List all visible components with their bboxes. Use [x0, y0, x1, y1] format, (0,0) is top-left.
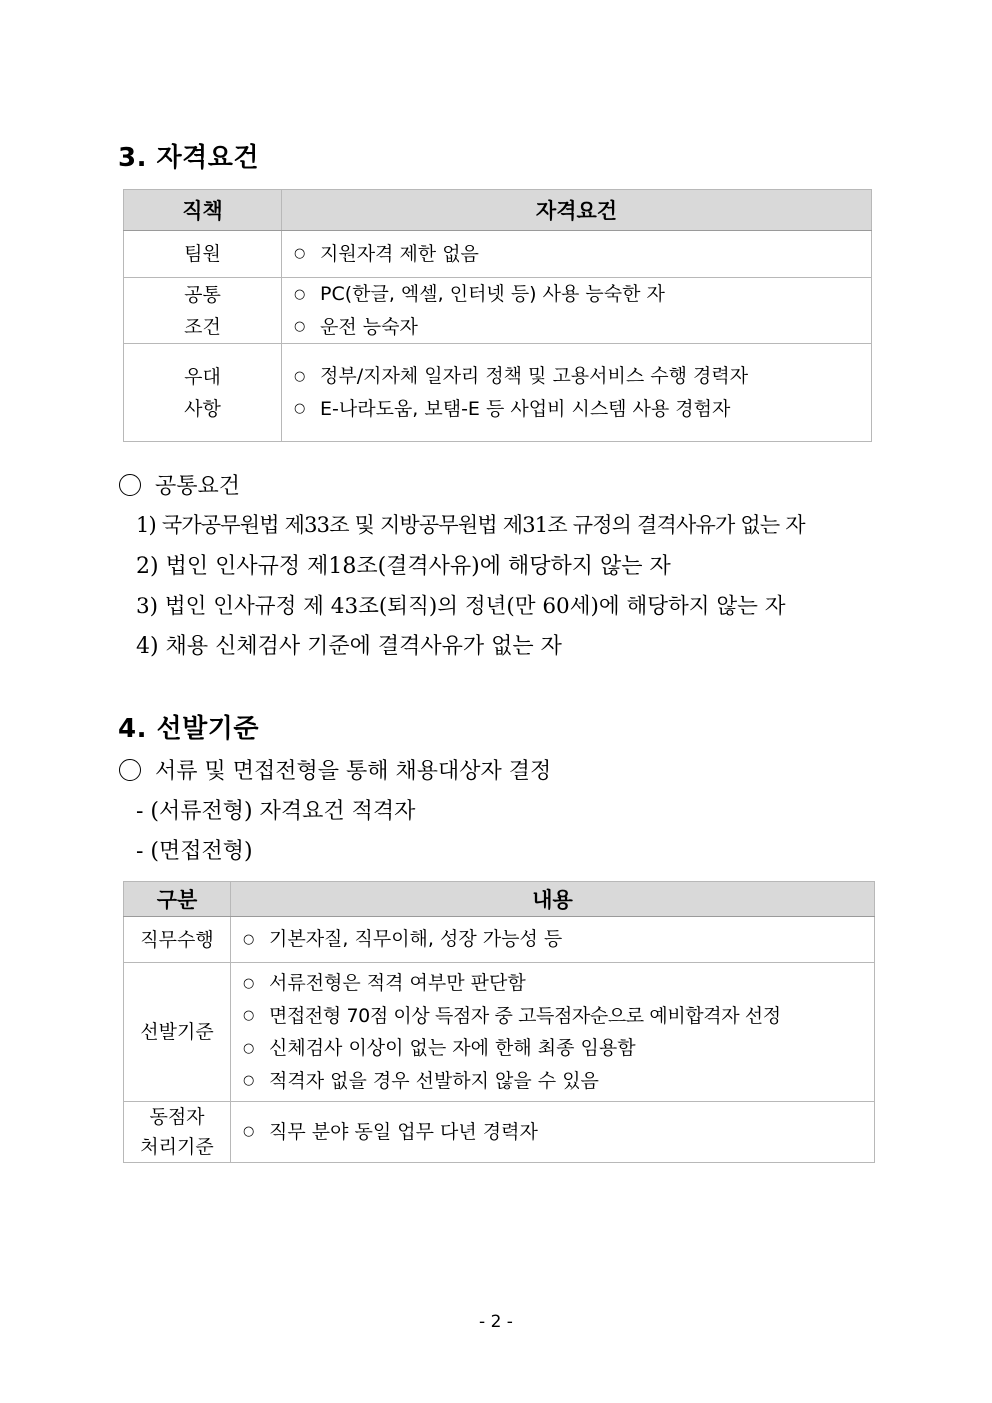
table-row [124, 231, 872, 278]
intro-text: 서류 및 면접전형을 통해 채용대상자 결정 [155, 759, 552, 784]
bullet-icon: ○ [294, 368, 306, 384]
table-row [124, 917, 875, 963]
requirement-cell [282, 344, 872, 442]
table-row [124, 278, 872, 344]
table-header-row [124, 882, 875, 917]
bullet-icon: ○ [294, 246, 306, 262]
requirement-cell [282, 278, 872, 344]
category-label: 동점자 [149, 1106, 205, 1128]
list-item [243, 1116, 874, 1149]
item-text: 신체검사 이상이 없는 자에 한해 최종 임용함 [269, 1037, 636, 1059]
document-screening-line: - (서류전형) 자격요건 적격자 [136, 799, 416, 824]
role-label: 사항 [184, 397, 221, 420]
common-requirements-title [119, 469, 240, 500]
list-item [294, 278, 871, 311]
common-title-text: 공통요건 [155, 474, 241, 499]
item-text: 기본자질, 직무이해, 성장 가능성 등 [269, 928, 563, 951]
common-item-3: 3) 법인 인사규정 제 43조(퇴직)의 정년(만 60세)에 해당하지 않는 자 [136, 594, 786, 619]
list-item [294, 393, 871, 426]
bullet-icon: ○ [243, 975, 255, 991]
common-item-4: 4) 채용 신체검사 기준에 결격사유가 없는 자 [136, 634, 562, 659]
content-cell [231, 917, 875, 963]
category-label: 직무수행 [140, 928, 214, 951]
item-text: 적격자 없을 경우 선발하지 않을 수 있음 [269, 1069, 599, 1092]
bullet-icon: ○ [243, 1008, 255, 1023]
list-item [243, 923, 874, 956]
circle-bullet-icon [119, 759, 141, 781]
role-label: 우대 [184, 365, 221, 388]
header-qualification: 자격요건 [282, 190, 872, 231]
list-item [243, 1065, 874, 1098]
bullet-icon: ○ [243, 1124, 255, 1140]
item-text: 정부/지자체 일자리 정책 및 고용서비스 수행 경력자 [320, 365, 749, 387]
table-row [124, 344, 872, 442]
item-text: 직무 분야 동일 업무 다년 경력자 [269, 1120, 538, 1143]
list-item [243, 1032, 874, 1065]
bullet-icon: ○ [243, 931, 255, 947]
role-label: 공통 [184, 283, 221, 306]
interview-screening-line: - (면접전형) [136, 839, 253, 864]
table-row [124, 1102, 875, 1163]
selection-intro [119, 754, 551, 785]
item-text: PC(한글, 엑셀, 인터넷 등) 사용 능숙한 자 [320, 283, 665, 305]
item-text: 서류전형은 적격 여부만 판단함 [269, 972, 526, 994]
bullet-icon: ○ [294, 286, 306, 302]
header-content: 내용 [231, 882, 875, 917]
header-role: 직책 [124, 190, 282, 231]
list-item [243, 1000, 874, 1033]
bullet-icon: ○ [294, 319, 306, 334]
role-cell [124, 278, 282, 344]
content-cell [231, 1102, 875, 1163]
section-4-heading: 4. 선발기준 [118, 714, 259, 744]
circle-bullet-icon [119, 474, 141, 496]
bullet-icon: ○ [243, 1040, 255, 1056]
header-category: 구분 [124, 882, 231, 917]
role-label: 조건 [184, 315, 221, 338]
role-cell [124, 344, 282, 442]
item-text: 운전 능숙자 [320, 315, 418, 338]
bullet-icon: ○ [243, 1073, 255, 1088]
list-item [294, 238, 871, 271]
item-text: E-나라도움, 보탬-E 등 사업비 시스템 사용 경험자 [320, 397, 731, 420]
list-item [294, 360, 871, 393]
list-item [294, 311, 871, 344]
selection-criteria-table [123, 881, 875, 1163]
role-label: 팀원 [184, 243, 221, 265]
qualification-table [123, 189, 872, 442]
category-cell [124, 1102, 231, 1163]
category-cell [124, 963, 231, 1102]
role-cell [124, 231, 282, 278]
content-cell [231, 963, 875, 1102]
item-text: 지원자격 제한 없음 [320, 242, 479, 265]
page-number: - 2 - [479, 1312, 513, 1332]
requirement-cell [282, 231, 872, 278]
section-3-heading: 3. 자격요건 [118, 143, 259, 173]
category-cell [124, 917, 231, 963]
category-label: 선발기준 [140, 1021, 214, 1043]
list-item [243, 967, 874, 1000]
common-item-1: 1) 국가공무원법 제33조 및 지방공무원법 제31조 규정의 결격사유가 없는 자 [136, 513, 805, 537]
item-text: 면접전형 70점 이상 득점자 중 고득점자순으로 예비합격자 선정 [269, 1004, 781, 1027]
table-row [124, 963, 875, 1102]
category-label: 처리기준 [140, 1136, 214, 1158]
bullet-icon: ○ [294, 401, 306, 416]
table-header-row [124, 190, 872, 231]
common-item-2: 2) 법인 인사규정 제18조(결격사유)에 해당하지 않는 자 [136, 554, 671, 579]
